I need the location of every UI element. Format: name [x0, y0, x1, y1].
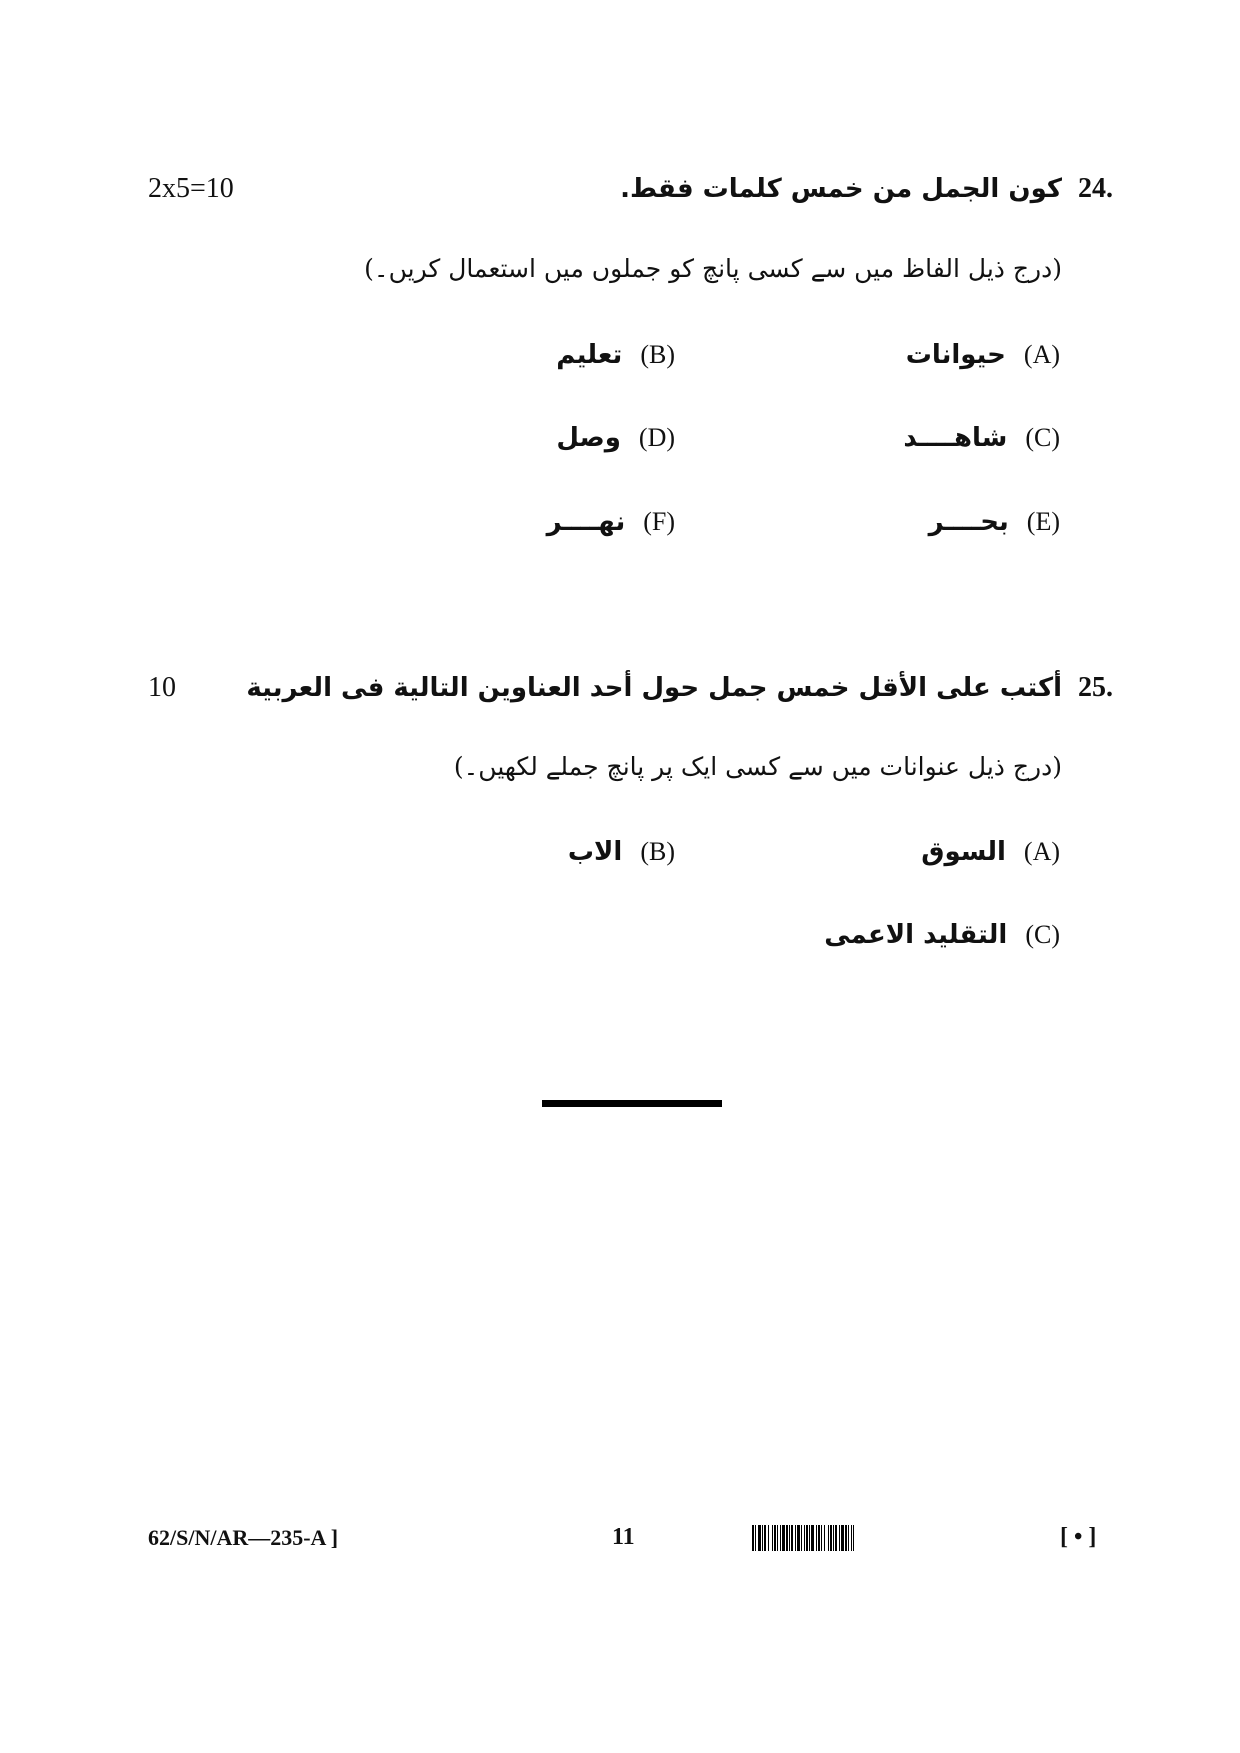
q24-option-e — [929, 507, 1060, 537]
option-word: بحــــر — [928, 507, 1009, 537]
q25-marks: 10 — [148, 672, 176, 703]
option-letter: (C) — [1025, 423, 1060, 452]
option-letter: (B) — [640, 340, 675, 369]
option-letter: (D) — [638, 423, 675, 452]
option-word: التقليد الاعمى — [824, 920, 1008, 950]
option-word: نهــــر — [546, 507, 626, 537]
option-word: تعليم — [556, 340, 623, 370]
q24-number: 24. — [1078, 173, 1113, 204]
option-letter: (F) — [643, 507, 675, 536]
q25-option-b — [568, 837, 675, 867]
q25-instruction: (درج ذیل عنوانات میں سے کسی ایک پر پانچ جملے لکھیں۔) — [453, 752, 1062, 781]
option-letter: (A) — [1023, 340, 1060, 369]
q24-option-f — [547, 507, 675, 537]
q25-option-a — [921, 837, 1060, 867]
option-letter: (A) — [1023, 837, 1060, 866]
end-rule — [542, 1100, 722, 1107]
q24-question: كون الجمل من خمس كلمات فقط. — [620, 174, 1062, 204]
option-letter: (C) — [1025, 920, 1060, 949]
q24-option-d — [556, 423, 675, 453]
q25-question: أكتب على الأقل خمس جمل حول أحد العناوين التالية فى العربية — [246, 673, 1062, 703]
option-word: حیوانات — [905, 340, 1006, 370]
q24-option-a — [906, 340, 1060, 370]
q24-instruction: (درج ذیل الفاظ میں سے کسی پانچ کو جملوں میں استعمال کریں۔) — [364, 254, 1062, 283]
option-letter: (E) — [1026, 507, 1060, 536]
q24-marks: 2x5=10 — [148, 173, 234, 204]
option-word: الاب — [567, 837, 623, 867]
option-word: شاهــــد — [903, 423, 1008, 453]
q24-option-b — [556, 340, 675, 370]
q24-option-c — [903, 423, 1060, 453]
footer-bracket-mark: [ • ] — [1060, 1524, 1097, 1550]
option-word: وصل — [556, 423, 621, 453]
q25-option-c — [824, 920, 1060, 950]
option-letter: (B) — [640, 837, 675, 866]
footer-paper-code: 62/S/N/AR—235-A ] — [148, 1525, 339, 1550]
barcode-graphic — [752, 1525, 997, 1551]
q25-number: 25. — [1078, 672, 1113, 703]
barcode-stripe — [854, 1525, 856, 1551]
page-number: 11 — [612, 1524, 635, 1550]
option-word: السوق — [921, 837, 1006, 867]
